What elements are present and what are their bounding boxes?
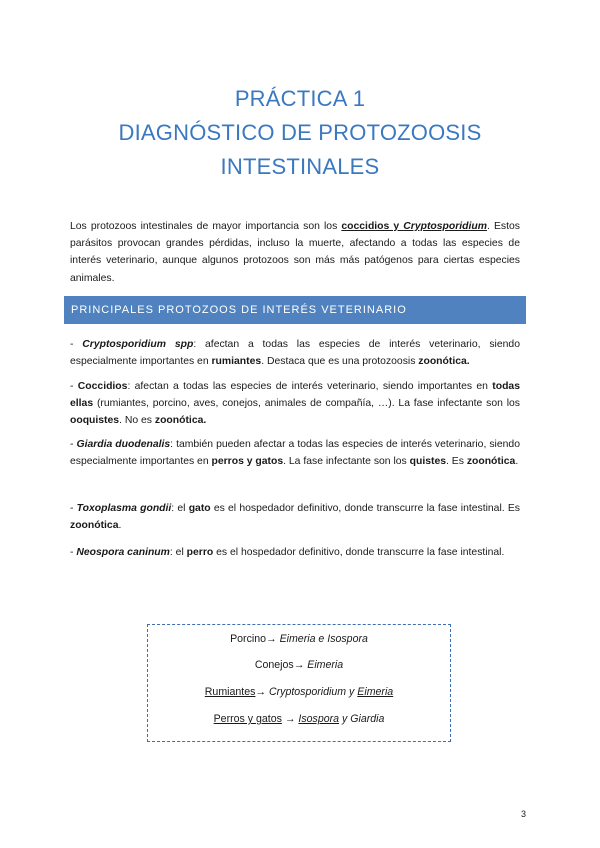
parasite-label: Eimeria bbox=[307, 659, 344, 671]
intro-coccidios: coccidios y bbox=[341, 221, 404, 232]
entry-cryptosporidium bbox=[70, 336, 520, 370]
entry-toxoplasma bbox=[70, 500, 520, 534]
entry-dash: - bbox=[70, 339, 83, 350]
entry-text: : el bbox=[171, 503, 189, 514]
entry-text: es el hospedador definitivo, donde transcurre la fase intestinal. Es bbox=[210, 503, 520, 514]
entry-bold: rumiantes bbox=[211, 356, 262, 368]
entry-dash: - bbox=[70, 503, 77, 514]
entry-text: . bbox=[515, 456, 519, 468]
title-line-3: INTESTINALES bbox=[220, 154, 380, 179]
parasite-label: Eimeria e Isospora bbox=[279, 633, 368, 645]
entry-text: . No es bbox=[119, 415, 155, 427]
entry-text: . bbox=[118, 520, 122, 532]
entry-bold: quistes bbox=[409, 456, 447, 468]
section-banner: PRINCIPALES PROTOZOOS DE INTERÉS VETERINARIO bbox=[64, 296, 526, 324]
entry-text: . Es bbox=[446, 456, 467, 468]
host-label: Rumiantes bbox=[204, 686, 256, 698]
entry-bold: zoonótica. bbox=[154, 415, 207, 427]
entry-name: Neospora caninum bbox=[76, 547, 170, 558]
entry-bold: gato bbox=[188, 503, 211, 514]
entry-bold: zoonótica bbox=[466, 456, 516, 468]
parasite-label: Isospora bbox=[298, 713, 340, 725]
entry-bold: zoonótica bbox=[70, 520, 119, 532]
entry-bold: perros y gatos bbox=[211, 456, 284, 468]
entry-giardia bbox=[70, 436, 520, 470]
entry-text: . Destaca que es una protozoosis bbox=[261, 356, 419, 368]
intro-text-2: . Estos parásitos provocan grandes pérdidas, incluso la muerte, afectando a todas las especies de interés veterinario, aunque algunos protozoos son más más patógenos para ciertas especies animales. bbox=[70, 221, 520, 284]
arrow-icon: → bbox=[266, 633, 280, 645]
entry-bold: todas ellas bbox=[70, 381, 520, 410]
entry-bold: ooquistes bbox=[70, 415, 120, 427]
parasite-label: y Giardia bbox=[339, 713, 385, 725]
arrow-icon: → bbox=[255, 686, 269, 698]
arrow-icon: → bbox=[293, 659, 308, 671]
box-line-perros-gatos bbox=[148, 713, 450, 725]
entry-coccidios bbox=[70, 378, 520, 430]
entry-name: Coccidios bbox=[77, 381, 128, 392]
title-line-1: PRÁCTICA 1 bbox=[234, 86, 366, 111]
intro-cryptosporidium: Cryptosporidium bbox=[403, 221, 488, 232]
entry-dash: - bbox=[70, 547, 77, 558]
box-line-rumiantes bbox=[148, 686, 450, 698]
host-label: Perros y gatos bbox=[213, 713, 282, 725]
page-title bbox=[0, 82, 600, 184]
entry-bold: perro bbox=[186, 547, 214, 558]
box-line-conejos bbox=[148, 659, 450, 671]
entry-text: : el bbox=[169, 547, 187, 558]
title-line-2: DIAGNÓSTICO DE PROTOZOOSIS bbox=[118, 120, 482, 145]
entry-dash: - bbox=[70, 439, 77, 450]
intro-text: Los protozoos intestinales de mayor importancia son los bbox=[70, 221, 342, 232]
intro-paragraph bbox=[70, 218, 520, 287]
box-line-porcino bbox=[148, 633, 450, 645]
entry-bold: zoonótica. bbox=[418, 356, 470, 368]
host-label: Conejos bbox=[254, 659, 294, 671]
entry-neospora bbox=[70, 544, 520, 561]
entry-text: (rumiantes, porcino, aves, conejos, animales de compañía, …). La fase infectante son los bbox=[93, 398, 520, 410]
entry-text: es el hospedador definitivo, donde transcurre la fase intestinal. bbox=[213, 547, 505, 558]
entry-name: Giardia duodenalis bbox=[76, 439, 171, 450]
arrow-icon: → bbox=[281, 713, 299, 725]
entry-text: : afectan a todas las especies de interés veterinario, siendo especialmente importantes en bbox=[70, 339, 520, 368]
parasite-label: Eimeria bbox=[357, 686, 394, 698]
entry-text: : afectan a todas las especies de interés veterinario, siendo importantes en bbox=[127, 381, 493, 392]
entry-dash: - bbox=[70, 381, 78, 392]
entry-name: Toxoplasma gondii bbox=[76, 503, 172, 514]
parasite-label: Cryptosporidium y bbox=[268, 686, 358, 698]
page-number: 3 bbox=[521, 809, 527, 819]
entry-text: : también pueden afectar a todas las especies de interés veterinario, siendo especialmente importantes en bbox=[70, 439, 520, 468]
host-label: Porcino bbox=[230, 633, 267, 645]
entry-text: . La fase infectante son los bbox=[283, 456, 410, 468]
host-parasite-box bbox=[147, 624, 451, 742]
entry-name: Cryptosporidium spp bbox=[82, 339, 194, 350]
